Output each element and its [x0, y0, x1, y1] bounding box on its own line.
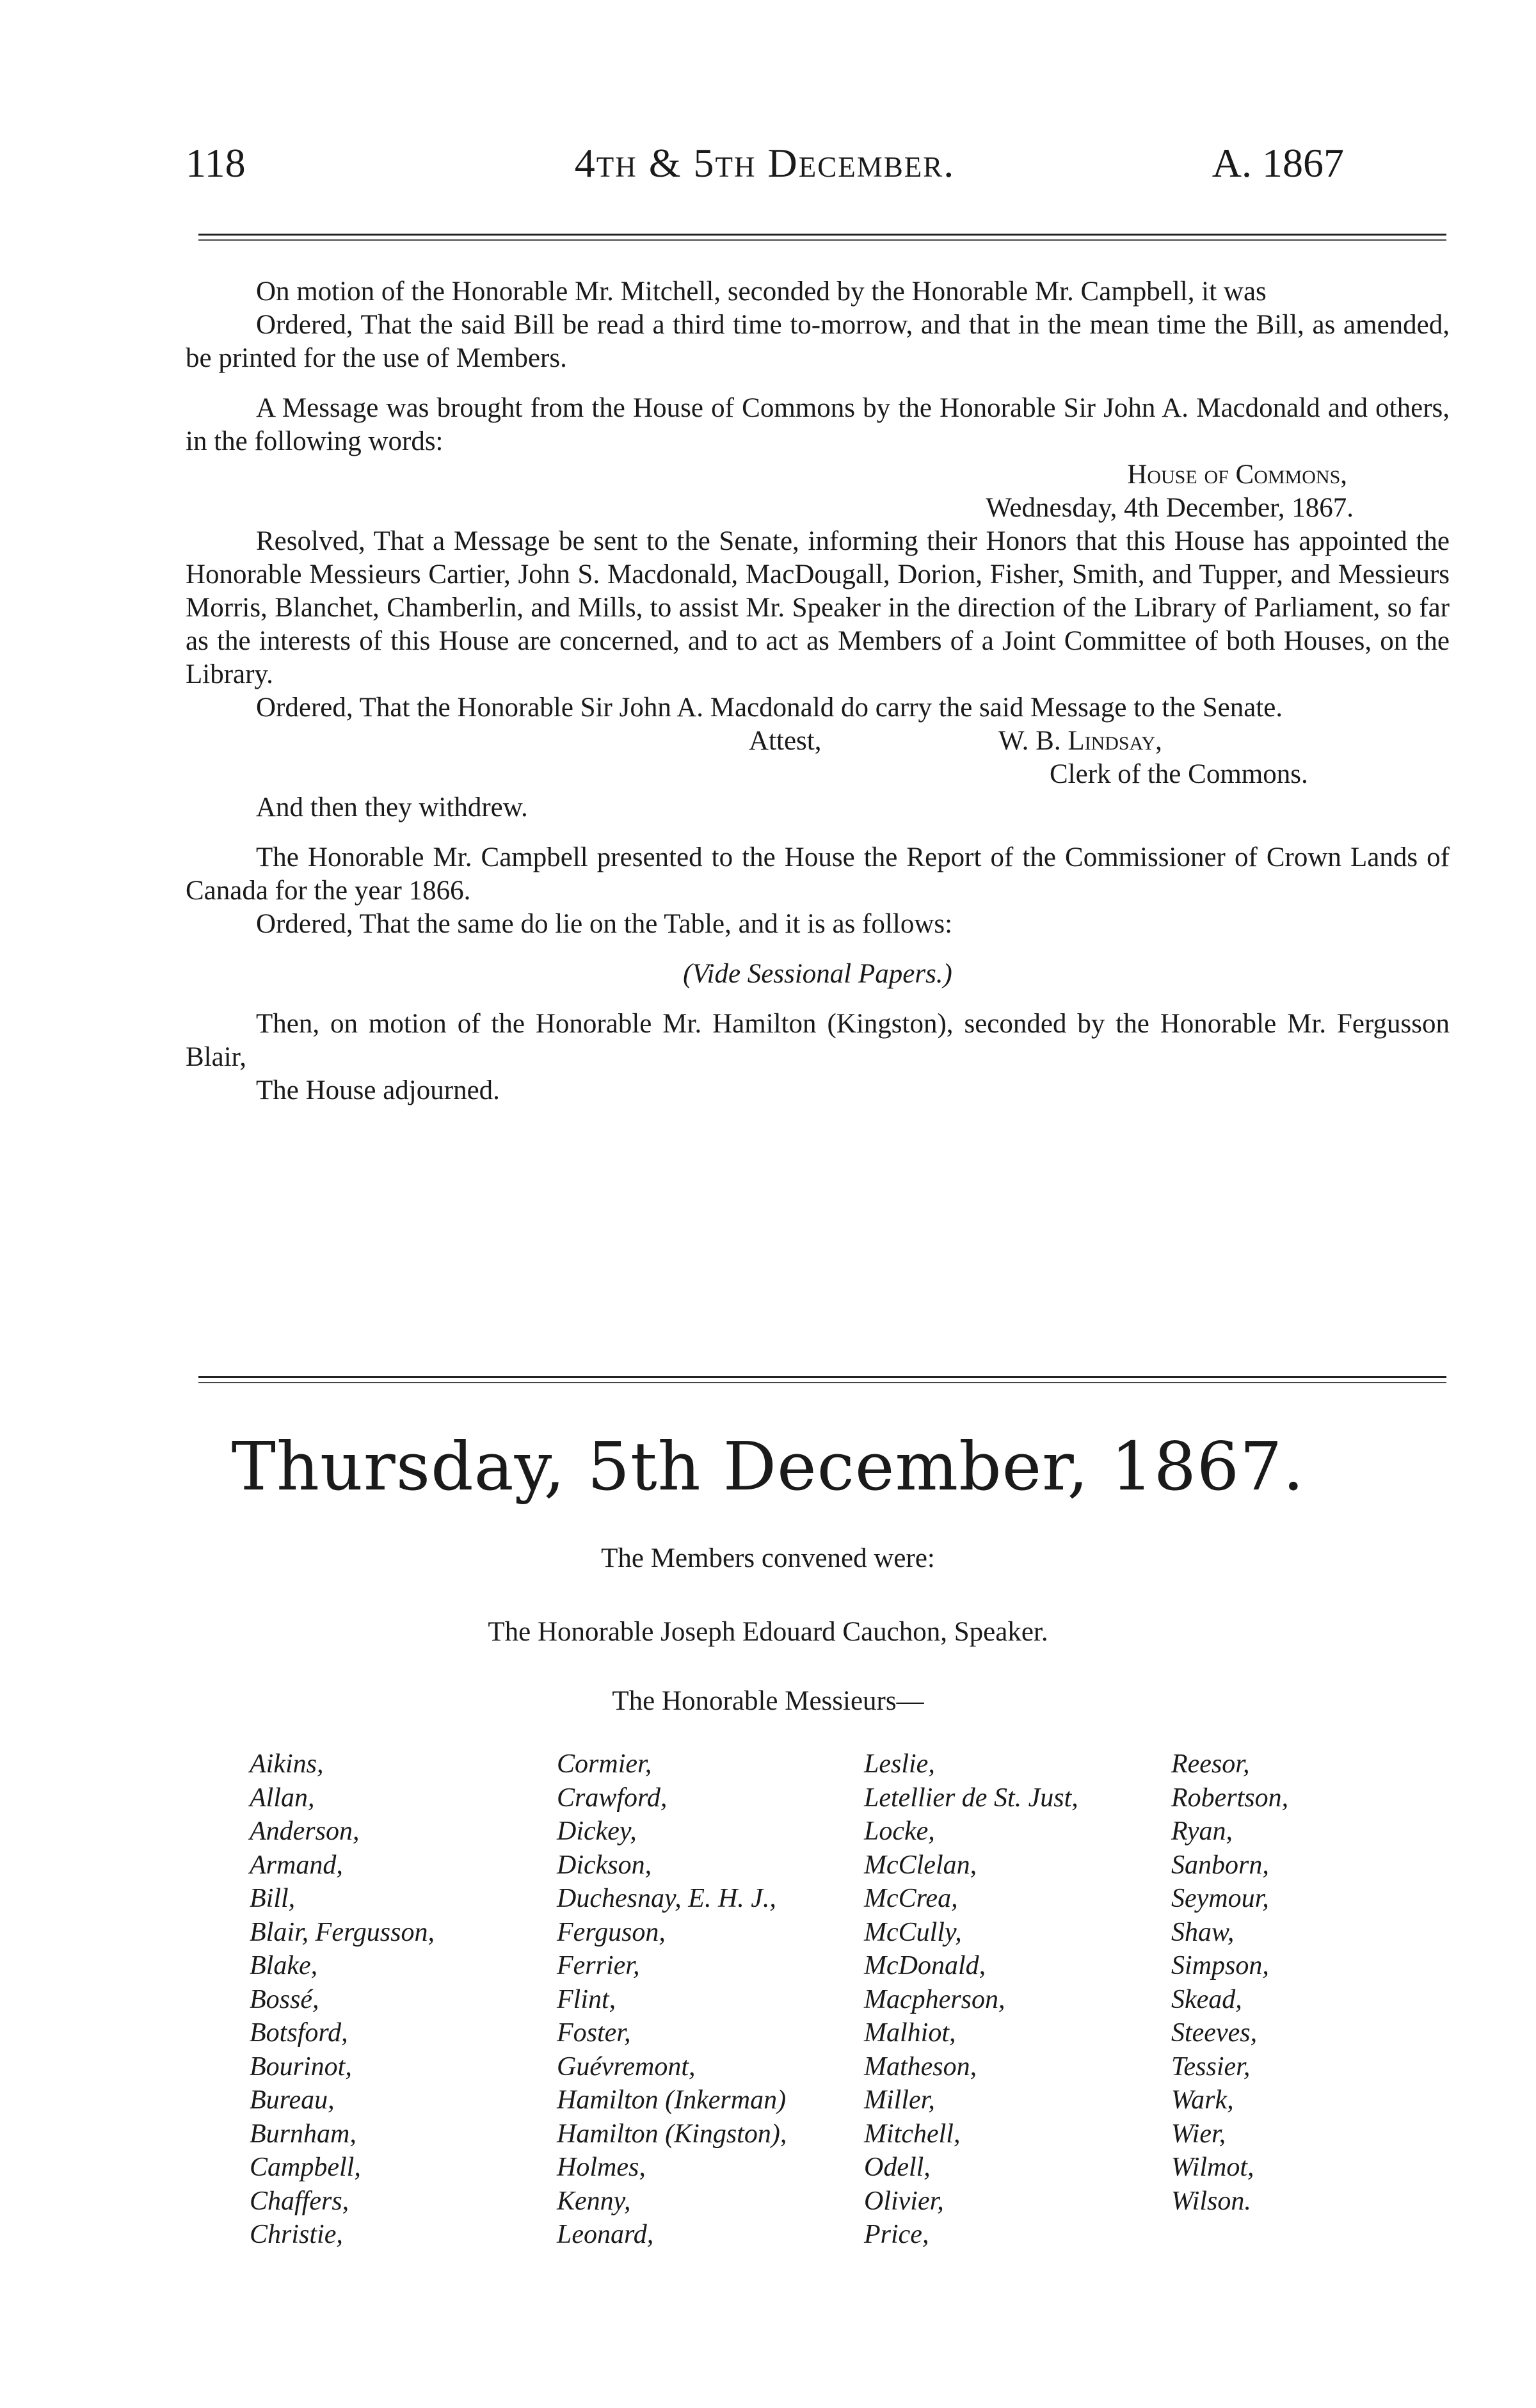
member-name: Locke, — [864, 1817, 935, 1846]
member-name: Seymour, — [1171, 1884, 1269, 1913]
member-name: Sanborn, — [1171, 1850, 1269, 1880]
member-name: Anderson, — [250, 1817, 360, 1846]
member-name: Wier, — [1171, 2119, 1226, 2149]
member-name: Wilson. — [1171, 2186, 1251, 2216]
ordered-table-paragraph: Ordered, That the same do lie on the Table, and it is as follows: — [256, 909, 953, 939]
attest-name: W. B. Lindsay, — [998, 726, 1162, 756]
commons-heading: House of Commons, — [1127, 460, 1347, 490]
member-name: Burnham, — [250, 2119, 356, 2149]
member-name: Leslie, — [864, 1749, 935, 1779]
member-name: Allan, — [250, 1783, 315, 1813]
member-name: Dickey, — [557, 1817, 637, 1846]
member-name: Shaw, — [1171, 1917, 1235, 1947]
member-name: Crawford, — [557, 1783, 668, 1813]
day-title: Thursday, 5th December, 1867. — [231, 1427, 1305, 1505]
member-name: Steeves, — [1171, 2018, 1258, 2048]
member-name: Robertson, — [1171, 1783, 1289, 1813]
member-name: Campbell, — [250, 2153, 361, 2182]
members-column-3 — [864, 1747, 1078, 2252]
member-name: Cormier, — [557, 1749, 652, 1779]
attest-label: Attest, — [749, 726, 822, 756]
attest-block — [186, 725, 1450, 791]
ordered-carry-paragraph: Ordered, That the Honorable Sir John A. Macdonald do carry the said Message to the Senate. — [256, 693, 1283, 723]
member-name: McDonald, — [864, 1951, 986, 1980]
message-paragraph: A Message was brought from the House of Commons by the Honorable Sir John A. Macdonald and others, in the following words: — [186, 393, 1450, 456]
member-name: Christie, — [250, 2220, 343, 2249]
member-name: Guévremont, — [557, 2051, 696, 2082]
member-name: Bureau, — [250, 2085, 335, 2115]
page-number: 118 — [186, 140, 246, 186]
adjourned-line: The House adjourned. — [256, 1075, 500, 1105]
vide-line: (Vide Sessional Papers.) — [683, 959, 952, 989]
member-name: Duchesnay, E. H. J., — [557, 1884, 776, 1913]
member-name: Wark, — [1171, 2085, 1234, 2115]
header-rule — [198, 234, 1446, 241]
member-name: Miller, — [864, 2085, 935, 2115]
member-name: Blair, Fergusson, — [250, 1917, 435, 1947]
member-name: Bourinot, — [250, 2051, 352, 2082]
member-name: McCully, — [864, 1917, 962, 1947]
member-name: Flint, — [557, 1984, 616, 2014]
member-name: Hamilton (Kingston), — [557, 2119, 787, 2149]
speaker-line: The Honorable Joseph Edouard Cauchon, Speaker. — [488, 1617, 1048, 1647]
commons-date: Wednesday, 4th December, 1867. — [986, 493, 1354, 523]
first-section — [186, 275, 1450, 1107]
messieurs-line: The Honorable Messieurs— — [612, 1686, 924, 1716]
member-name: Macpherson, — [864, 1984, 1005, 2014]
member-name: Olivier, — [864, 2186, 944, 2216]
adjourn-motion-paragraph: Then, on motion of the Honorable Mr. Hamilton (Kingston), seconded by the Honorable Mr. Fergusson Blair, — [186, 1009, 1450, 1072]
member-name: Botsford, — [250, 2018, 348, 2048]
member-name: Malhiot, — [864, 2018, 956, 2048]
ordered-paragraph: Ordered, That the said Bill be read a third time to-morrow, and that in the mean time the Bill, as amended, be printed for the use of Members. — [186, 310, 1450, 373]
attest-clerk: Clerk of the Commons. — [1050, 759, 1308, 789]
member-name: Odell, — [864, 2153, 931, 2182]
member-name: Bossé, — [250, 1984, 319, 2014]
member-name: Leonard, — [557, 2220, 654, 2249]
member-name: Holmes, — [557, 2153, 646, 2182]
section-rule — [198, 1376, 1446, 1383]
resolved-paragraph: Resolved, That a Message be sent to the Senate, informing their Honors that this House has appointed the Honorable Messieurs Cartier, John S. Macdonald, MacDougall, Dorion, Fisher, Smith, and Tupper, and Messieurs Morris, Blanchet, Chamberlin, and Mills, to assist Mr. Speaker in the direction of the Library of Parliament, so far as the interests of this House are concerned, and to act as Members of a Joint Committee of both Houses, on the Library. — [186, 526, 1450, 689]
report-paragraph: The Honorable Mr. Campbell presented to the House the Report of the Commissioner of Crown Lands of Canada for the year 1866. — [186, 842, 1450, 906]
page-header — [186, 140, 1344, 197]
member-name: Chaffers, — [250, 2186, 349, 2216]
member-name: Mitchell, — [864, 2119, 961, 2149]
convened-line: The Members convened were: — [601, 1543, 935, 1573]
header-title: 4th & 5th December. — [574, 140, 956, 186]
member-name: Tessier, — [1171, 2051, 1251, 2082]
member-name: Foster, — [557, 2018, 631, 2048]
member-name: Skead, — [1171, 1984, 1242, 2014]
member-name: Ferrier, — [557, 1951, 640, 1980]
member-name: Price, — [864, 2220, 929, 2249]
members-column-2 — [557, 1747, 787, 2252]
member-name: Letellier de St. Just, — [864, 1783, 1078, 1813]
member-name: Wilmot, — [1171, 2153, 1254, 2182]
withdrew-line: And then they withdrew. — [256, 792, 528, 823]
member-name: Matheson, — [864, 2051, 977, 2082]
members-column-4 — [1171, 1747, 1288, 2218]
motion-paragraph: On motion of the Honorable Mr. Mitchell, seconded by the Honorable Mr. Campbell, it was — [256, 277, 1267, 307]
member-name: Blake, — [250, 1951, 318, 1980]
members-column-1 — [250, 1747, 435, 2252]
member-name: Dickson, — [557, 1850, 652, 1880]
header-year: A. 1867 — [1212, 140, 1344, 186]
member-name: McCrea, — [864, 1884, 958, 1913]
member-name: Reesor, — [1171, 1749, 1250, 1779]
member-name: Armand, — [250, 1850, 343, 1880]
member-name: Ryan, — [1171, 1817, 1233, 1846]
member-name: Simpson, — [1171, 1951, 1269, 1980]
member-name: Bill, — [250, 1884, 296, 1913]
member-name: Kenny, — [557, 2186, 631, 2216]
member-name: Ferguson, — [557, 1917, 666, 1947]
member-name: Aikins, — [250, 1749, 324, 1779]
member-name: McClelan, — [864, 1850, 977, 1880]
member-name: Hamilton (Inkerman) — [557, 2085, 787, 2115]
